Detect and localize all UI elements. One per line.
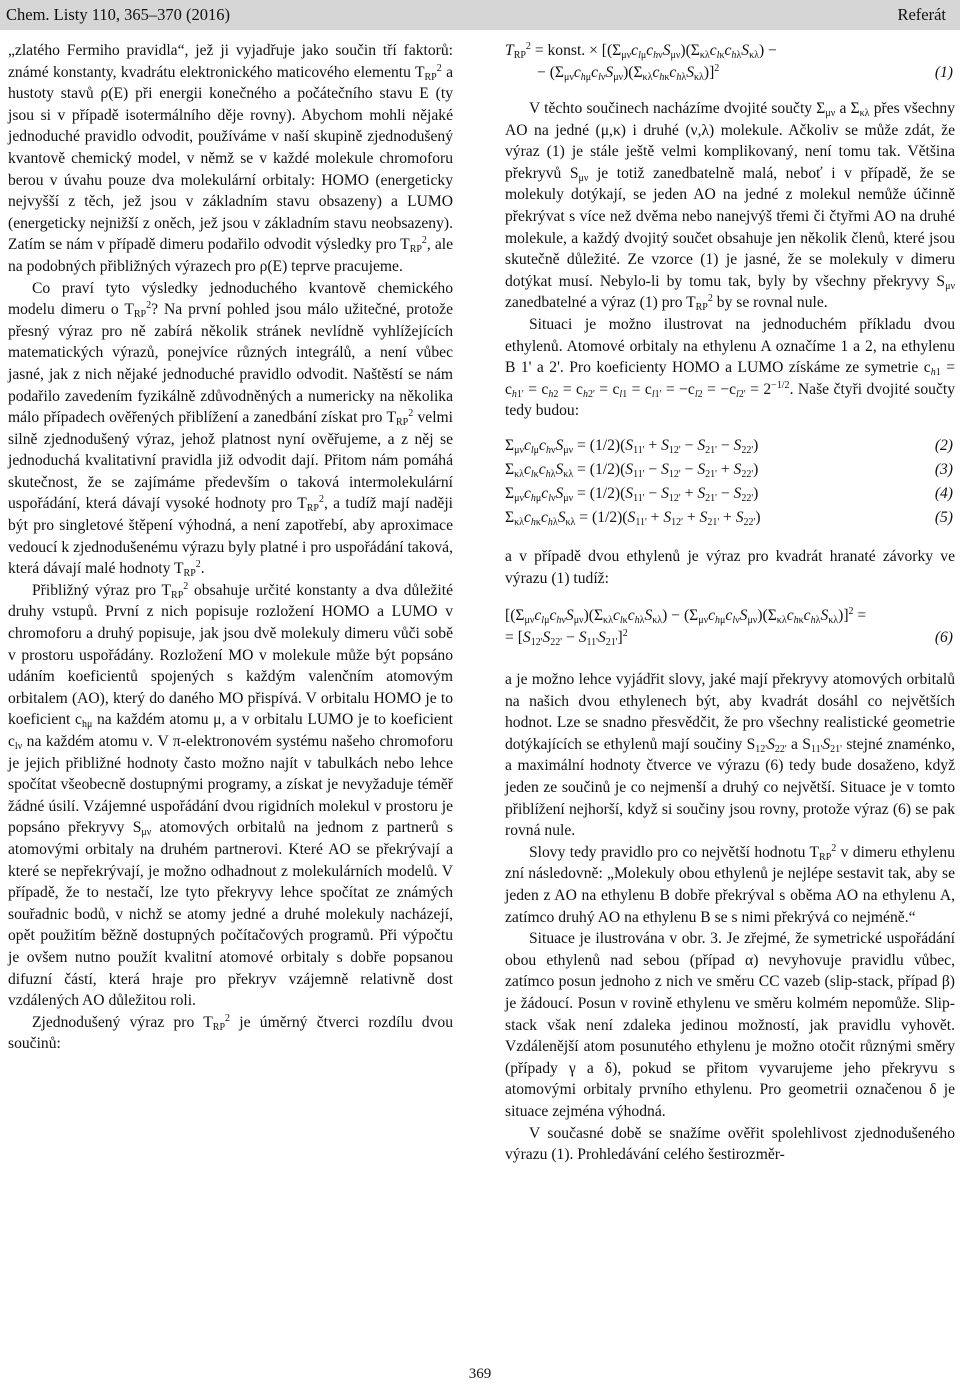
paragraph: a v případě dvou ethylenů je výraz pro kvadrát hranaté závorky ve výrazu (1) tudíž: [505,547,955,587]
equation-3: $\Sigma_{\kappa\lambda}c_{l\kappa}c_{h\lambda}S_{\kappa\lambda} = (1/2)(S_{11'} - S_{12'} - S_{21'} + S_{22'})$ (3) [505,458,955,482]
equation-number: (2) [934,436,953,454]
equation-5: $\Sigma_{\kappa\lambda}c_{h\kappa}c_{h\lambda}S_{\kappa\lambda} = (1/2)(S_{11'} + S_{12'} + S_{21'} + S_{22'})$ (5) [505,506,955,530]
equation-6 [505,605,955,649]
equation-1-line-1: $T_{RP}^2$ = konst. × [$(\Sigma_{\mu\nu}c_{l\mu}c_{h\nu}S_{\mu\nu})(\Sigma_{\kappa\lambda}c_{l\kappa}c_{h\lambda}S_{\kappa\lambda})$ − [505,41,777,61]
equation-6-line-2: = $[S_{12'}S_{22'} - S_{11'}S_{21'}]^2$ (6) [505,628,953,649]
journal-citation: Chem. Listy 110, 365–370 (2016) [6,5,230,24]
paragraph: Slovy tedy pravidlo pro co největší hodnotu $T_{RP}^2$ v dimeru ethylenu zní následovně: „Molekuly obou ethylenů je nejlépe sestavit tak, aby se jeden z AO na ethylenu B dobře překrýval s oběma AO na ethylenu A, zatímco druhý AO na ethylenu B se s nimi překrývá co nejméně.“ [505,842,955,926]
equation-1 [505,40,955,84]
section-label: Referát [897,5,946,24]
equation-number: (5) [934,508,953,526]
page-header [0,0,960,30]
equation-number: (1) [934,64,953,81]
paragraph: Situace je ilustrována v obr. 3. Je zřejmé, že symetrické uspořádání obou ethylenů nad sebou (případ α) nevyhovuje pravidlu vůbec, zatímco posun jednoho z nich ve směru CC vazeb (slip-stack, případ β) je žádoucí. Posun v rovině ethylenu ve směru kolmém nepomůže. Slip-stack však není zdaleka jedinou možností, jak pravidlu vyhovět. Vzdálenější atom posunutého ethylenu je možno otočit různými směry (případy γ a δ), pokud se přitom vyvarujeme jeho překryvu s atomovými orbitaly prvního ethylenu. Pro geometrii označenou δ je situace zejména výhodná. [505,930,955,1120]
paragraph: a je možno lehce vyjádřit slovy, jaké mají překryvy atomových orbitalů na našich dvou ethylenech být, aby kvadrát dosáhl co největších hodnot. Lze se snadno přesvědčit, že pro všechny realistické geometrie dotýkajících se ethylenů mají součiny $S_{12'}S_{22'}$ a $S_{11'}S_{21'}$ stejné znaménko, a maximální hodnoty čtverce ve výrazu (6) tedy bude dosaženo, když jeden ze součinů je co nejmenší a druhý co největší. Situace je v tomto přiblížení nejhorší, když si součiny jsou rovny, protože výraz (6) se pak rovná nule. [505,671,955,840]
equation-6-line-1: $[(\Sigma_{\mu\nu}c_{l\mu}c_{h\nu}S_{\mu\nu})(\Sigma_{\kappa\lambda}c_{l\kappa}c_{h\lambda}S_{\kappa\lambda}) - (\Sigma_{\mu\nu}c_{h\mu}c_{l\nu}S_{\mu\nu})(\Sigma_{\kappa\lambda}c_{h\kappa}c_{h\lambda}S_{\kappa\lambda})]^2$ = [505,606,867,627]
equation-number: (3) [934,460,953,478]
equation-number: (4) [934,484,953,502]
left-column [8,40,453,1055]
right-column [505,40,955,1166]
equation-1-line-2: − $(\Sigma_{\mu\nu}c_{h\mu}c_{l\nu}S_{\mu\nu})(\Sigma_{\kappa\lambda}c_{h\kappa}c_{h\lambda}S_{\kappa\lambda})]^2$ (1) [537,63,953,83]
equations-2-5 [505,434,955,530]
equation-2: $\Sigma_{\mu\nu}c_{l\mu}c_{h\nu}S_{\mu\nu} = (1/2)(S_{11'} + S_{12'} - S_{21'} - S_{22'})$ (2) [505,434,955,458]
paragraph: „zlatého Fermiho pravidla“, jež ji vyjadřuje jako součin tří faktorů: známé konstanty, kvadrátu elektronického maticového elementu $T_{RP}^2$ a hustoty stavů ρ(E) při energii konečného a počátečního stavu E (ty jsou si v případě isotermálního děje rovny). Abychom mohli nějaké jednoduché pravidlo odvodit, používáme v naší skupině zjednodušený kvantově chemický model, v němž se v každé molekule chromoforu berou v úvahu pouze dva molekulární orbitaly: HOMO (energeticky nejvyšší z těch, jež jsou v základním stavu obsazeny) a LUMO (energeticky nejnižší z oněch, jež jsou v základním stavu neobsazeny). Zatím se nám v případě dimeru podařilo odvodit výsledky pro $T_{RP}^2$, ale na podobných přibližných výrazech pro ρ(E) teprve pracujeme. [8,42,453,275]
equation-number: (6) [934,629,953,647]
page-number: 369 [468,1366,492,1382]
paragraph: V těchto součinech nacházíme dvojité součty $\Sigma_{\mu\nu}$ a $\Sigma_{\kappa\lambda}$ přes všechny AO na jedné (μ,κ) i druhé (ν,λ) molekule. Ačkoliv se může zdát, že výraz (1) je stále ještě velmi komplikovaný, není tomu tak. Většina překryvů $S_{\mu\nu}$ je totiž zanedbatelně malá, neboť i v případě, že se molekuly dotýkají, se jeden AO na jedné z molekul nemůže účinně překrývat s více než dvěma nebo nanejvýš třemi či čtyřmi AO na druhé molekule, a každý dvojitý součet obsahuje jen několik členů, které jsou skutečně důležité. Ze vzorce (1) je jasné, že se molekuly v dimeru dotýkat musí. Nebylo-li by tomu tak, byly by všechny překryvy $S_{\mu\nu}$ zanedbatelné a výraz (1) pro $T_{RP}^2$ by se rovnal nule. [505,100,956,314]
paragraph: Co praví tyto výsledky jednoduchého kvantově chemického modelu dimeru o $T_{RP}^2$? Na první pohled jsou málo užitečné, protože přesný výraz pro ně zabírá několik stránek nevlídně vyhlížejících matematických výrazů, ponejvíce různých integrálů, a není vůbec jasné, jak z nich nějaké jednoduché pravidlo odvodit. Naštěstí se nám podařilo zavedením fyzikálně zdůvodněných a numericky na několika málo případech ověřených přiblížení a zanedbání získat pro $T_{RP}^2$ velmi silně zjednodušený výraz, jehož platnost nyní ověřujeme, a z něj se jednoduchá kvalitativní pravidla již odvodit dají. Přitom nám pomáhá skutečnost, že se zajímáme především o taková intermolekulární uspořádání, která dávají vysoké hodnoty pro $T_{RP}^2$, a tudíž mají naději být pro singletové štěpení výhodná, a není zapotřebí, aby aproximace vedoucí k zjednodušenému výrazu byly platné i pro uspořádání taková, která dávají malé hodnoty $T_{RP}^2$. [8,279,453,580]
paragraph: Situaci je možno ilustrovat na jednoduchém příkladu dvou ethylenů. Atomové orbitaly na ethylenu A označíme 1 a 2, na ethylenu B 1' a 2'. Pro koeficienty HOMO a LUMO získáme ze symetrie $c_{h1} = c_{h1'} = c_{h2} = c_{h2'} = c_{l1} = c_{l1'} = -c_{l2} = -c_{l2'} = 2^{-1/2}$. Naše čtyři dvojité součty tedy budou: [505,315,956,420]
paragraph: V současné době se snažíme ověřit spolehlivost zjednodušeného výrazu (1). Prohledávání celého šestirozměr- [505,1124,955,1164]
paragraph: Zjednodušený výraz pro $T_{RP}^2$ je úměrný čtverci rozdílu dvou součinů: [8,1012,453,1053]
paragraph: Přibližný výraz pro $T_{RP}^2$ obsahuje určité konstanty a dva důležité druhy vstupů. První z nich popisuje rozložení HOMO a LUMO v chromoforu a druhý popisuje, jak jsou dvě molekuly dimeru vůči sobě v prostoru uspořádány. Rozložení MO v molekule může být popsáno udáním koeficientů spojených s každým valenčním atomovým orbitalem (AO), který do daného MO přispívá. V orbitalu HOMO je to koeficient $c_{h\mu}$ na každém atomu μ, a v orbitalu LUMO je to koeficient $c_{l\nu}$ na každém atomu ν. V π-elektronovém systému našeho chromoforu je jejich přibližné hodnoty často možno najít v tabulkách nebo lehce spočítat všeobecně dostupnými programy, a získat je nevyžaduje téměř žádné úsilí. Vzájemné uspořádání dvou rigidních molekul v prostoru je popsáno překryvy $S_{\mu\nu}$ atomových orbitalů na jednom z partnerů s atomovými orbitaly na druhém partnerovi. Které AO se překrývají a které se nepřekrývají, je možno odhadnout z molekulárních modelů. V případě, že to nestačí, lze tyto překryvy lehce spočítat ze známých souřadnic bodů, v nichž se atomy jedné a druhé molekuly nacházejí, opět použitím běžně dostupných počítačových programů. Při výpočtu je ovšem nutno použít kvalitní atomové orbitaly s dobře popsanou difuzní částí, která hraje pro překryv vzájemně relativně dost vzdálených AO důležitou roli. [8,580,453,1010]
equation-4: $\Sigma_{\mu\nu}c_{h\mu}c_{l\nu}S_{\mu\nu} = (1/2)(S_{11'} - S_{12'} + S_{21'} - S_{22'})$ (4) [505,482,955,506]
